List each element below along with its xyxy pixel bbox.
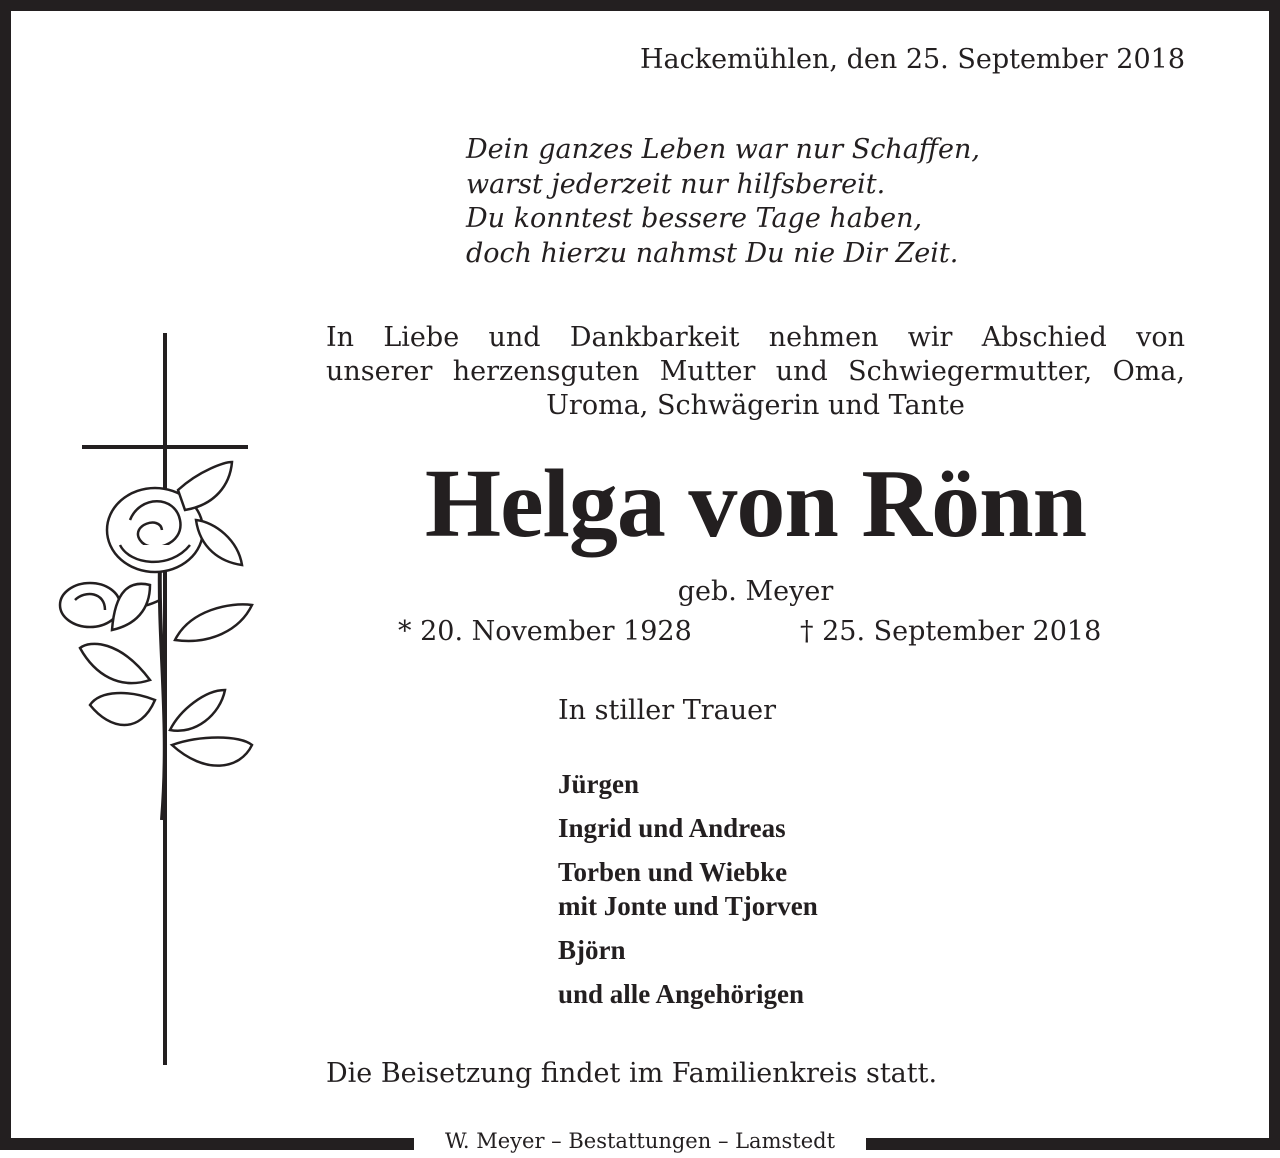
poem-line: doch hierzu nahmst Du nie Dir Zeit. — [466, 237, 959, 269]
deceased-name: Helga von Rönn — [424, 450, 1087, 558]
intro-line: Uroma, Schwägerin und Tante — [546, 390, 965, 421]
death-date: † 25. September 2018 — [800, 616, 1102, 647]
poem-line: warst jederzeit nur hilfsbereit. — [466, 168, 886, 200]
mourner: mit Jonte und Tjorven — [558, 891, 818, 921]
mourners-list — [558, 767, 818, 1021]
intro-line: unserer herzensguten Mutter und Schwiegermutter, Oma, — [326, 356, 1185, 387]
birth-date: * 20. November 1928 — [398, 616, 692, 647]
burial-note: Die Beisetzung findet im Familienkreis statt. — [326, 1058, 938, 1089]
poem-line: Du konntest bessere Tage haben, — [466, 203, 923, 234]
mourner: Ingrid und Andreas — [558, 813, 786, 843]
intro-paragraph — [326, 321, 1185, 423]
intro-line: In Liebe und Dankbarkeit nehmen wir Abschied von — [326, 322, 1185, 353]
mourner: und alle Angehörigen — [558, 979, 805, 1009]
cross-with-rose-illustration — [0, 0, 280, 1100]
maiden-name: geb. Meyer — [677, 576, 834, 607]
rose-icon — [60, 462, 252, 820]
mourner: Björn — [558, 935, 626, 965]
place-and-date: Hackemühlen, den 25. September 2018 — [639, 44, 1185, 75]
poem — [466, 133, 980, 271]
mourner: Jürgen — [558, 769, 639, 799]
poem-line: Dein ganzes Leben war nur Schaffen, — [466, 134, 980, 165]
mourner: Torben und Wiebke — [558, 857, 788, 887]
funeral-home-footer: W. Meyer – Bestattungen – Lamstedt — [414, 1128, 866, 1158]
mourning-label: In stiller Trauer — [558, 695, 777, 726]
